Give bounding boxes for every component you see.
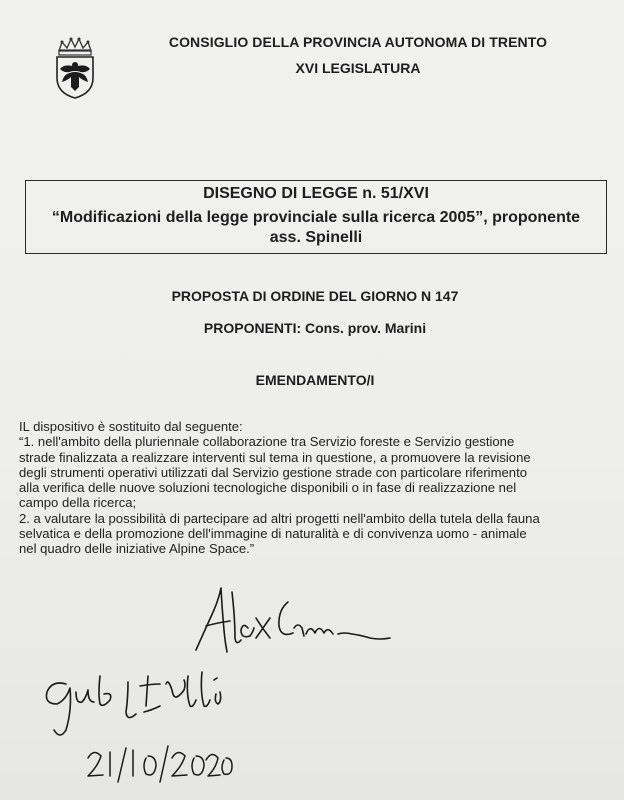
body-line: alla verifica delle nuove soluzioni tecnologiche disponibili o in fase di realizzazione nel [19, 480, 517, 496]
handwritten-signatures [0, 580, 624, 800]
body-line: selvatica e della promozione dell'immagine di naturalità e di convivenza uomo - animale [19, 526, 527, 542]
body-line: 2. a valutare la possibilità di partecipare ad altri progetti nell'ambito della tutela della fauna [19, 510, 540, 526]
body-line: strade finalizzata a realizzare interventi sul tema in questione, a promuovere la revisione [19, 449, 531, 465]
bill-subtitle-line-2: ass. Spinelli [269, 229, 363, 246]
amendment-heading: EMENDAMENTO/I [255, 372, 375, 388]
signature-1 [196, 588, 390, 652]
amendment-body [19, 419, 614, 557]
body-line: campo della ricerca; [19, 495, 137, 511]
proponents-line: PROPONENTI: Cons. prov. Marini [203, 320, 427, 336]
bill-subtitle [36, 208, 596, 248]
handwritten-date [88, 746, 232, 782]
trentino-eagle-crest-icon [54, 36, 96, 100]
body-line: nel quadro delle iniziative Alpine Space.” [19, 541, 255, 557]
signature-2 [46, 672, 220, 735]
bill-title: DISEGNO DI LEGGE n. 51/XVI [203, 185, 429, 202]
body-line: degli strumenti operativi utilizzati dal Servizio gestione strade con particolare riferimento [19, 464, 527, 480]
bill-box [25, 180, 607, 254]
legislature-label: XVI LEGISLATURA [295, 60, 421, 76]
council-name: CONSIGLIO DELLA PROVINCIA AUTONOMA DI TRENTO [168, 34, 548, 50]
body-line: IL dispositivo è sostituito dal seguente: [19, 419, 243, 434]
body-line: “1. nell'ambito della pluriennale collaborazione tra Servizio foreste e Servizio gestione [19, 434, 515, 450]
bill-subtitle-line-1: “Modificazioni della legge provinciale sulla ricerca 2005”, proponente [51, 209, 581, 226]
proposal-heading: PROPOSTA DI ORDINE DEL GIORNO N 147 [171, 288, 459, 304]
